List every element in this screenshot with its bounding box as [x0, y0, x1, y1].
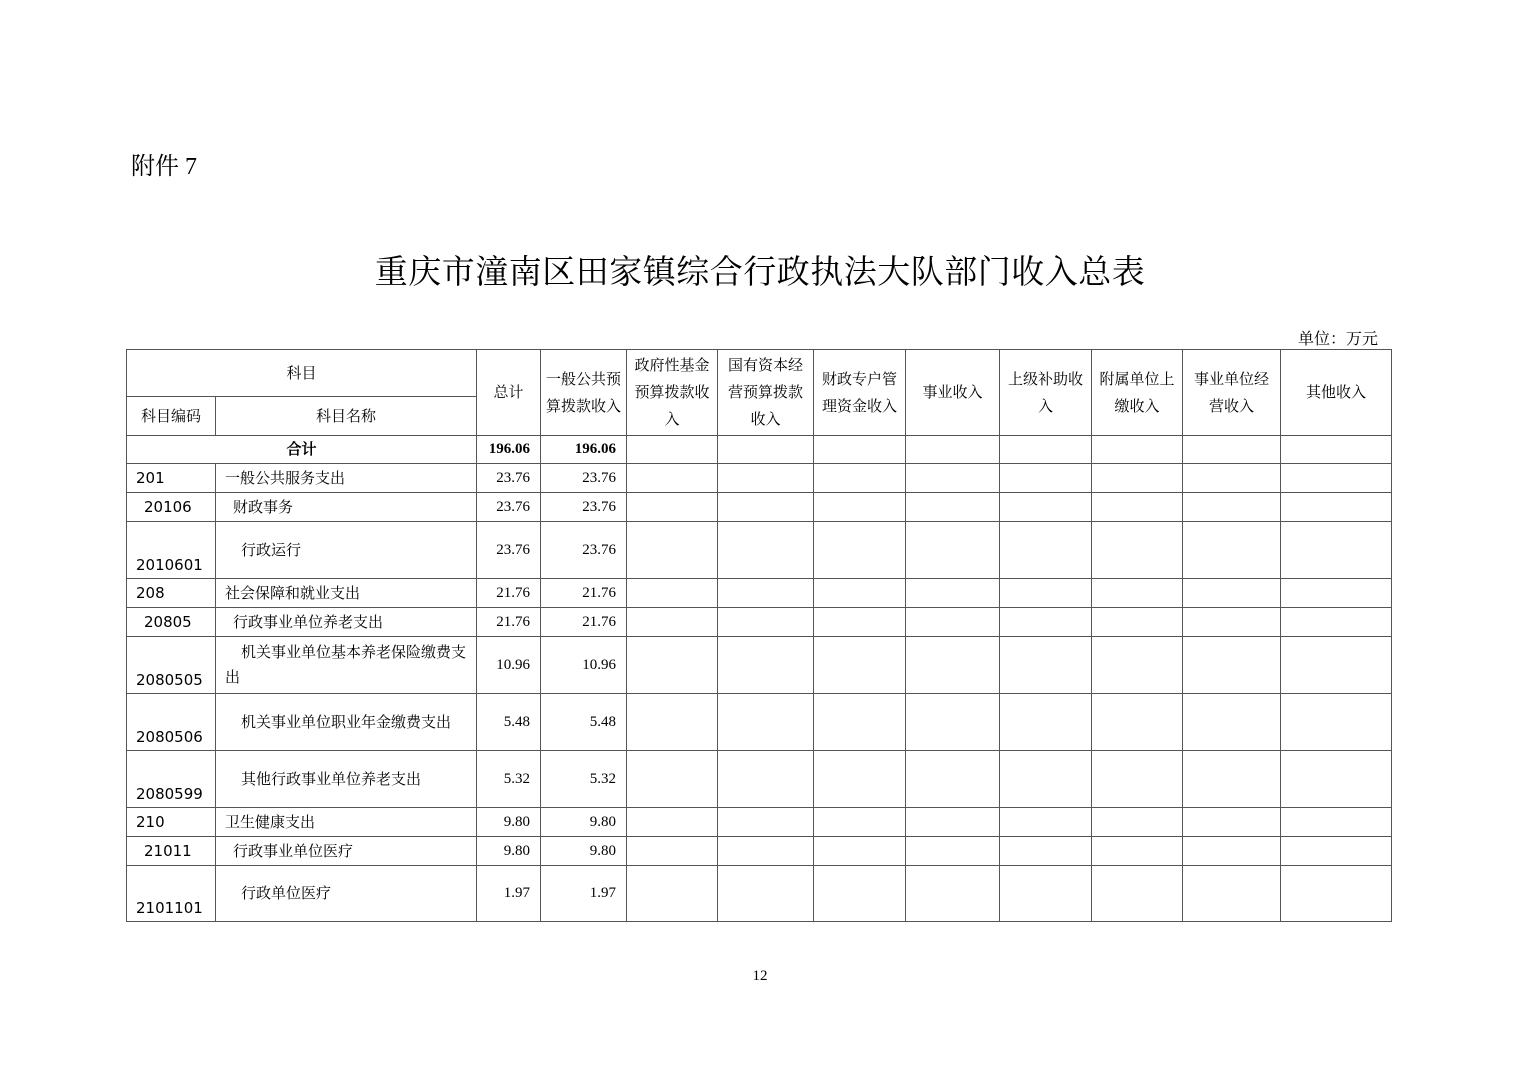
row-total: 23.76 [477, 493, 541, 522]
row-total: 10.96 [477, 637, 541, 694]
row-total: 21.76 [477, 608, 541, 637]
header-business-income: 事业收入 [906, 350, 1000, 436]
attachment-number: 7 [185, 154, 197, 180]
table-row [127, 522, 1392, 579]
total-row [127, 436, 1392, 464]
table-row [127, 866, 1392, 922]
subject-name: 机关事业单位基本养老保险缴费支出 [216, 637, 477, 694]
attachment-text: 附件 [131, 152, 179, 180]
revenue-summary-table [126, 349, 1392, 922]
page-number: 12 [752, 968, 768, 984]
table-row [127, 608, 1392, 637]
header-subject-name: 科目名称 [216, 397, 477, 436]
header-subject-group: 科目 [127, 350, 477, 397]
subject-code: 208 [127, 579, 216, 608]
subject-name: 一般公共服务支出 [216, 464, 477, 493]
header-subject-code: 科目编码 [127, 397, 216, 436]
table-row [127, 464, 1392, 493]
row-total: 5.48 [477, 694, 541, 751]
total-general-budget: 196.06 [541, 436, 627, 464]
subject-code: 2101101 [127, 866, 216, 922]
table-row [127, 751, 1392, 808]
subject-code: 201 [127, 464, 216, 493]
subject-name: 社会保障和就业支出 [216, 579, 477, 608]
table-row [127, 808, 1392, 837]
subject-name: 财政事务 [216, 493, 477, 522]
total-label: 合计 [127, 436, 477, 464]
page-title: 重庆市潼南区田家镇综合行政执法大队部门收入总表 [374, 252, 1146, 291]
row-general-budget: 5.48 [541, 694, 627, 751]
table-row [127, 579, 1392, 608]
row-general-budget: 23.76 [541, 493, 627, 522]
subject-name: 行政事业单位养老支出 [216, 608, 477, 637]
row-total: 1.97 [477, 866, 541, 922]
subject-code: 20106 [127, 493, 216, 522]
subject-name: 卫生健康支出 [216, 808, 477, 837]
attachment-label [131, 146, 197, 181]
row-general-budget: 23.76 [541, 522, 627, 579]
row-general-budget: 9.80 [541, 808, 627, 837]
subject-name: 机关事业单位职业年金缴费支出 [216, 694, 477, 751]
table-row [127, 637, 1392, 694]
header-other-income: 其他收入 [1281, 350, 1392, 436]
header-fiscal-account: 财政专户管理资金收入 [814, 350, 906, 436]
row-total: 5.32 [477, 751, 541, 808]
row-total: 21.76 [477, 579, 541, 608]
unit-label: 单位：万元 [1297, 329, 1378, 348]
header-superior-subsidy: 上级补助收入 [1000, 350, 1092, 436]
row-total: 23.76 [477, 464, 541, 493]
header-affiliated-units: 附属单位上缴收入 [1092, 350, 1183, 436]
header-operating-income: 事业单位经营收入 [1183, 350, 1281, 436]
subject-code: 210 [127, 808, 216, 837]
subject-code: 20805 [127, 608, 216, 637]
subject-name: 行政事业单位医疗 [216, 837, 477, 866]
subject-code: 2010601 [127, 522, 216, 579]
header-total: 总计 [477, 350, 541, 436]
subject-code: 2080506 [127, 694, 216, 751]
subject-name: 其他行政事业单位养老支出 [216, 751, 477, 808]
subject-code: 21011 [127, 837, 216, 866]
table-row [127, 694, 1392, 751]
total-sum: 196.06 [477, 436, 541, 464]
row-general-budget: 9.80 [541, 837, 627, 866]
row-general-budget: 10.96 [541, 637, 627, 694]
table-row [127, 837, 1392, 866]
row-general-budget: 5.32 [541, 751, 627, 808]
header-general-budget: 一般公共预算拨款收入 [541, 350, 627, 436]
row-general-budget: 21.76 [541, 608, 627, 637]
row-total: 9.80 [477, 837, 541, 866]
subject-name: 行政运行 [216, 522, 477, 579]
header-state-capital: 国有资本经营预算拨款收入 [718, 350, 814, 436]
header-gov-fund: 政府性基金预算拨款收入 [627, 350, 718, 436]
row-total: 9.80 [477, 808, 541, 837]
subject-code: 2080599 [127, 751, 216, 808]
subject-name: 行政单位医疗 [216, 866, 477, 922]
row-general-budget: 23.76 [541, 464, 627, 493]
row-general-budget: 1.97 [541, 866, 627, 922]
table-row [127, 493, 1392, 522]
subject-code: 2080505 [127, 637, 216, 694]
row-total: 23.76 [477, 522, 541, 579]
row-general-budget: 21.76 [541, 579, 627, 608]
